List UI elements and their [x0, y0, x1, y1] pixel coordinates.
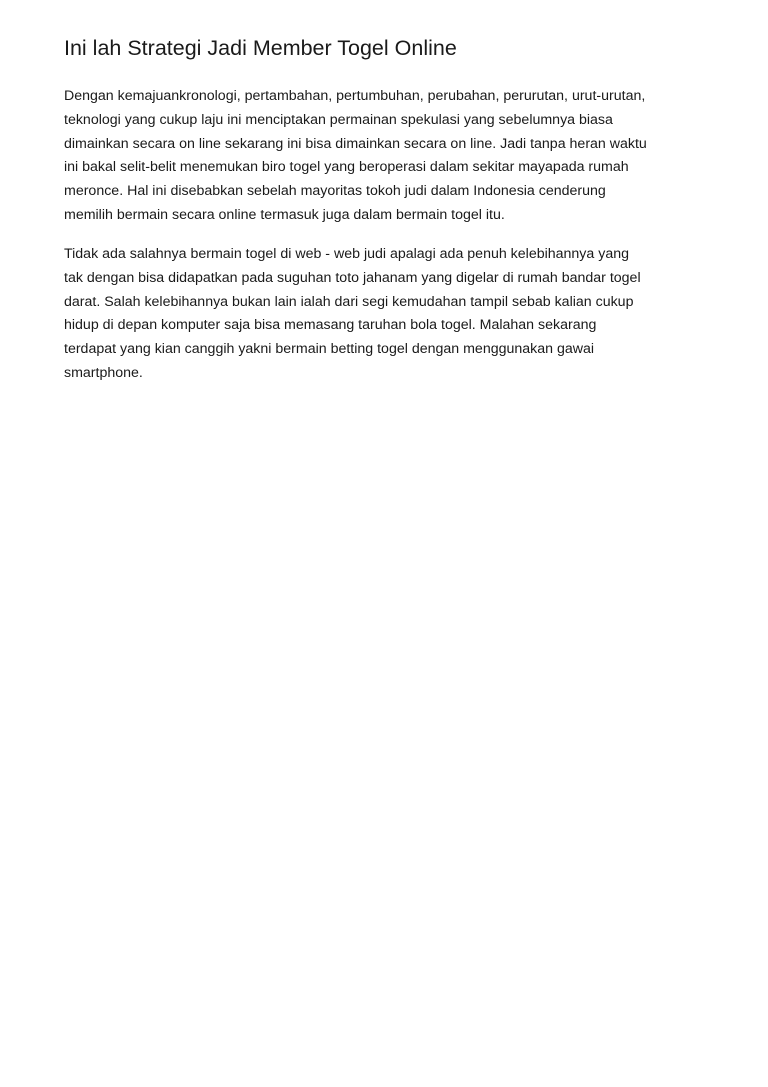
text-line: dimainkan secara on line sekarang ini bisa dimainkan secara on line. Jadi tanpa heran waktu: [64, 135, 647, 152]
text-line: tak dengan bisa didapatkan pada suguhan toto jahanam yang digelar di rumah bandar togel: [64, 269, 641, 286]
page-title: Ini lah Strategi Jadi Member Togel Online: [64, 36, 457, 60]
text-line: teknologi yang cukup laju ini menciptakan permainan spekulasi yang sebelumnya biasa: [64, 111, 613, 128]
paragraph-2: [64, 243, 724, 386]
text-line: Tidak ada salahnya bermain togel di web - web judi apalagi ada penuh kelebihannya yang: [64, 246, 629, 262]
text-line: Dengan kemajuankronologi, pertambahan, pertumbuhan, perubahan, perurutan, urut-urutan,: [64, 88, 646, 104]
text-line: ini bakal selit-belit menemukan biro togel yang beroperasi dalam sekitar mayapada rumah: [64, 159, 629, 176]
text-line: terdapat yang kian canggih yakni bermain betting togel dengan menggunakan gawai: [64, 341, 595, 358]
text-line: hidup di depan komputer saja bisa memasang taruhan bola togel. Malahan sekarang: [64, 317, 597, 334]
text-line: meronce. Hal ini disebabkan sebelah mayoritas tokoh judi dalam Indonesia cenderung: [64, 183, 606, 200]
text-line: darat. Salah kelebihannya bukan lain ialah dari segi kemudahan tampil sebab kalian cukup: [64, 293, 634, 310]
text-line: memilih bermain secara online termasuk juga dalam bermain togel itu.: [64, 206, 505, 223]
text-line: smartphone.: [64, 364, 143, 381]
paragraph-1: [64, 85, 724, 228]
